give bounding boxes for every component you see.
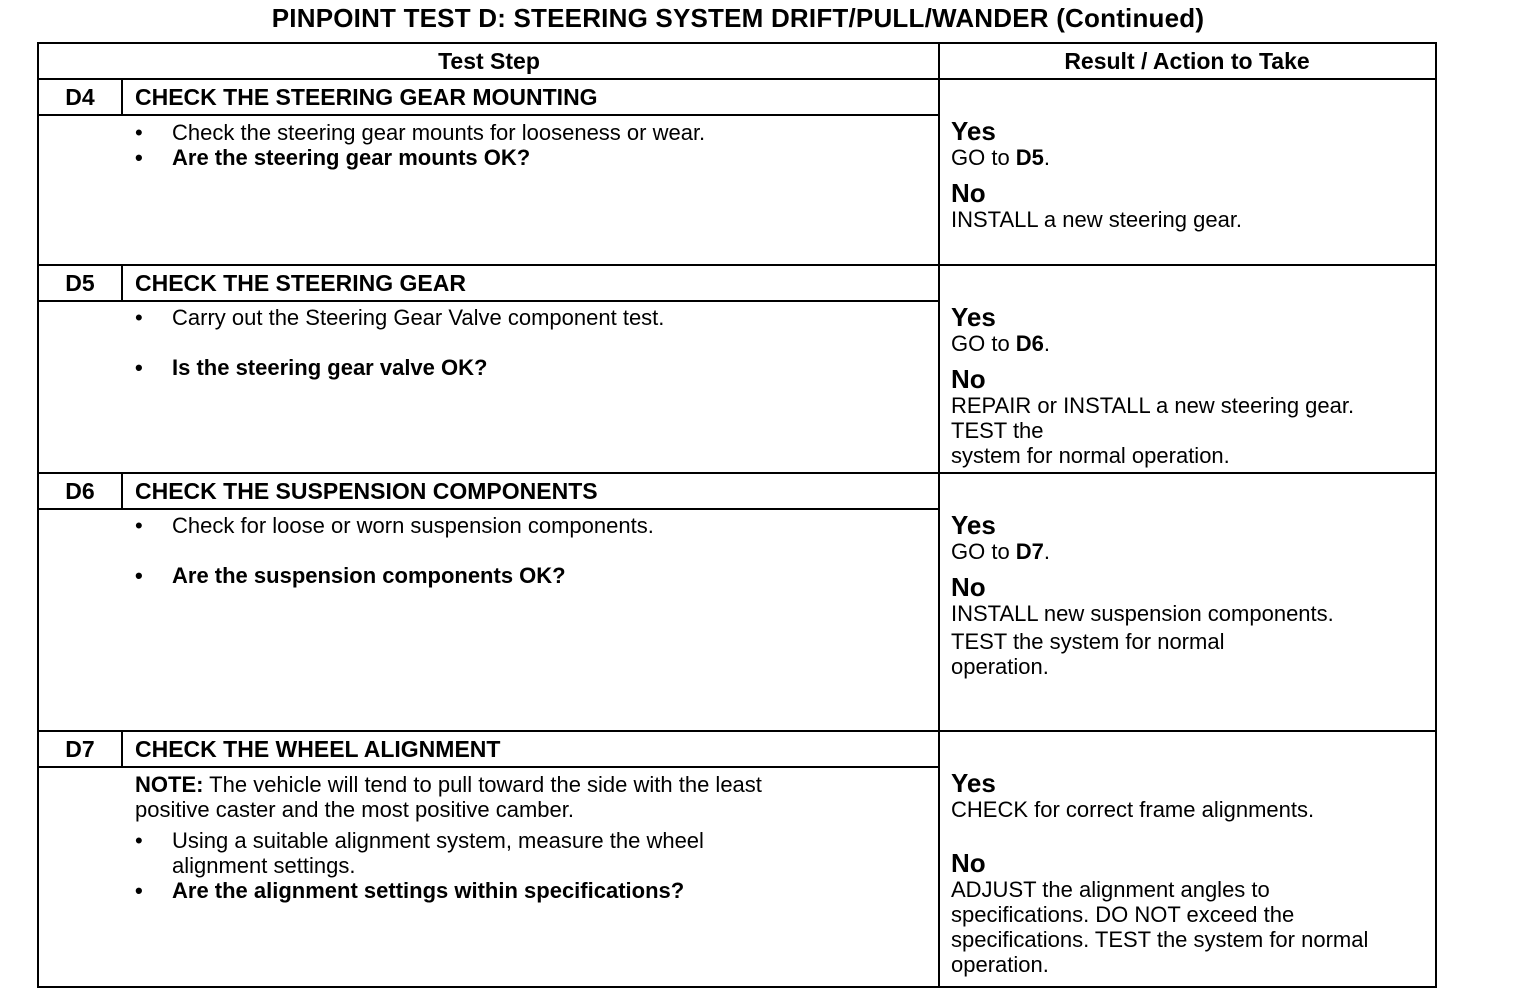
table-header: [39, 44, 1435, 80]
step-title-bar: [39, 80, 939, 116]
pinpoint-test-table: [37, 42, 1437, 988]
bullet-glyph: •: [135, 878, 143, 903]
bullet-glyph: •: [135, 120, 143, 145]
step-d5: [39, 264, 1435, 472]
no-action-line: TEST the system for normal: [951, 629, 1225, 654]
test-step-header: Test Step: [438, 48, 540, 74]
step-question: • Is the steering gear valve OK?: [135, 355, 488, 380]
step-body: [135, 305, 925, 380]
no-action: INSTALL a new steering gear.: [951, 207, 1243, 232]
goto-step-link: D5: [1015, 145, 1044, 170]
step-question: • Are the steering gear mounts OK?: [135, 145, 531, 170]
no-action-line: TEST the: [951, 418, 1044, 443]
step-instruction: • Check for loose or worn suspension components.: [135, 513, 654, 538]
step-d7: [39, 730, 1435, 986]
step-result: [951, 118, 1437, 232]
step-instruction: • Check the steering gear mounts for looseness or wear.: [135, 120, 706, 145]
note-label: NOTE:: [135, 772, 204, 797]
step-title-bar: [39, 474, 939, 510]
step-d6: [39, 472, 1435, 730]
step-d4: [39, 80, 1435, 264]
goto-step-link: D6: [1015, 331, 1044, 356]
no-action-line: operation.: [951, 952, 1049, 977]
bullet-glyph: •: [135, 355, 143, 380]
yes-label: Yes: [951, 302, 996, 332]
no-action-line: specifications. TEST the system for normal: [951, 927, 1369, 952]
step-question: • Are the suspension components OK?: [135, 563, 566, 588]
yes-action: GO to D5.: [951, 145, 1051, 170]
no-label: No: [951, 178, 986, 208]
bullet-glyph: •: [135, 828, 143, 853]
no-action-line: specifications. DO NOT exceed the: [951, 902, 1295, 927]
step-body: [135, 513, 925, 588]
no-action-line: REPAIR or INSTALL a new steering gear.: [951, 393, 1355, 418]
step-note: NOTE: The vehicle will tend to pull toward the side with the least: [135, 772, 762, 797]
step-title-bar: [39, 266, 939, 302]
no-action-line: operation.: [951, 654, 1049, 679]
step-title: CHECK THE STEERING GEAR: [135, 270, 466, 296]
step-question: • Are the alignment settings within specifications?: [135, 878, 685, 903]
no-label: No: [951, 572, 986, 602]
yes-action: CHECK for correct frame alignments.: [951, 797, 1315, 822]
step-id: D4: [39, 80, 123, 114]
yes-action: GO to D7.: [951, 539, 1051, 564]
no-action-line: ADJUST the alignment angles to: [951, 877, 1270, 902]
page-title: PINPOINT TEST D: STEERING SYSTEM DRIFT/PULL/WANDER (Continued): [271, 3, 1205, 33]
step-result: [951, 304, 1437, 468]
no-label: No: [951, 848, 986, 878]
step-id: D5: [39, 266, 123, 300]
step-instruction: • Carry out the Steering Gear Valve component test.: [135, 305, 665, 330]
step-id: D6: [39, 474, 123, 508]
no-action-line: system for normal operation.: [951, 443, 1230, 468]
yes-action: GO to D6.: [951, 331, 1051, 356]
step-body: [135, 120, 925, 170]
step-title: CHECK THE WHEEL ALIGNMENT: [135, 736, 501, 762]
step-instruction: • Using a suitable alignment system, measure the wheel: [135, 828, 704, 853]
no-action-line: INSTALL new suspension components.: [951, 601, 1334, 626]
bullet-glyph: •: [135, 305, 143, 330]
bullet-glyph: •: [135, 145, 143, 170]
yes-label: Yes: [951, 116, 996, 146]
bullet-glyph: •: [135, 513, 143, 538]
step-result: [951, 512, 1437, 679]
step-body: [135, 772, 925, 903]
no-label: No: [951, 364, 986, 394]
result-action-header: Result / Action to Take: [1064, 48, 1310, 74]
yes-label: Yes: [951, 510, 996, 540]
step-title: CHECK THE STEERING GEAR MOUNTING: [135, 84, 598, 110]
goto-step-link: D7: [1015, 539, 1044, 564]
bullet-glyph: •: [135, 563, 143, 588]
step-result: [951, 770, 1437, 977]
step-id: D7: [39, 732, 123, 766]
step-note-line: positive caster and the most positive camber.: [135, 797, 574, 822]
step-title: CHECK THE SUSPENSION COMPONENTS: [135, 478, 598, 504]
step-title-bar: [39, 732, 939, 768]
step-instruction-continued: alignment settings.: [172, 853, 356, 878]
yes-label: Yes: [951, 768, 996, 798]
